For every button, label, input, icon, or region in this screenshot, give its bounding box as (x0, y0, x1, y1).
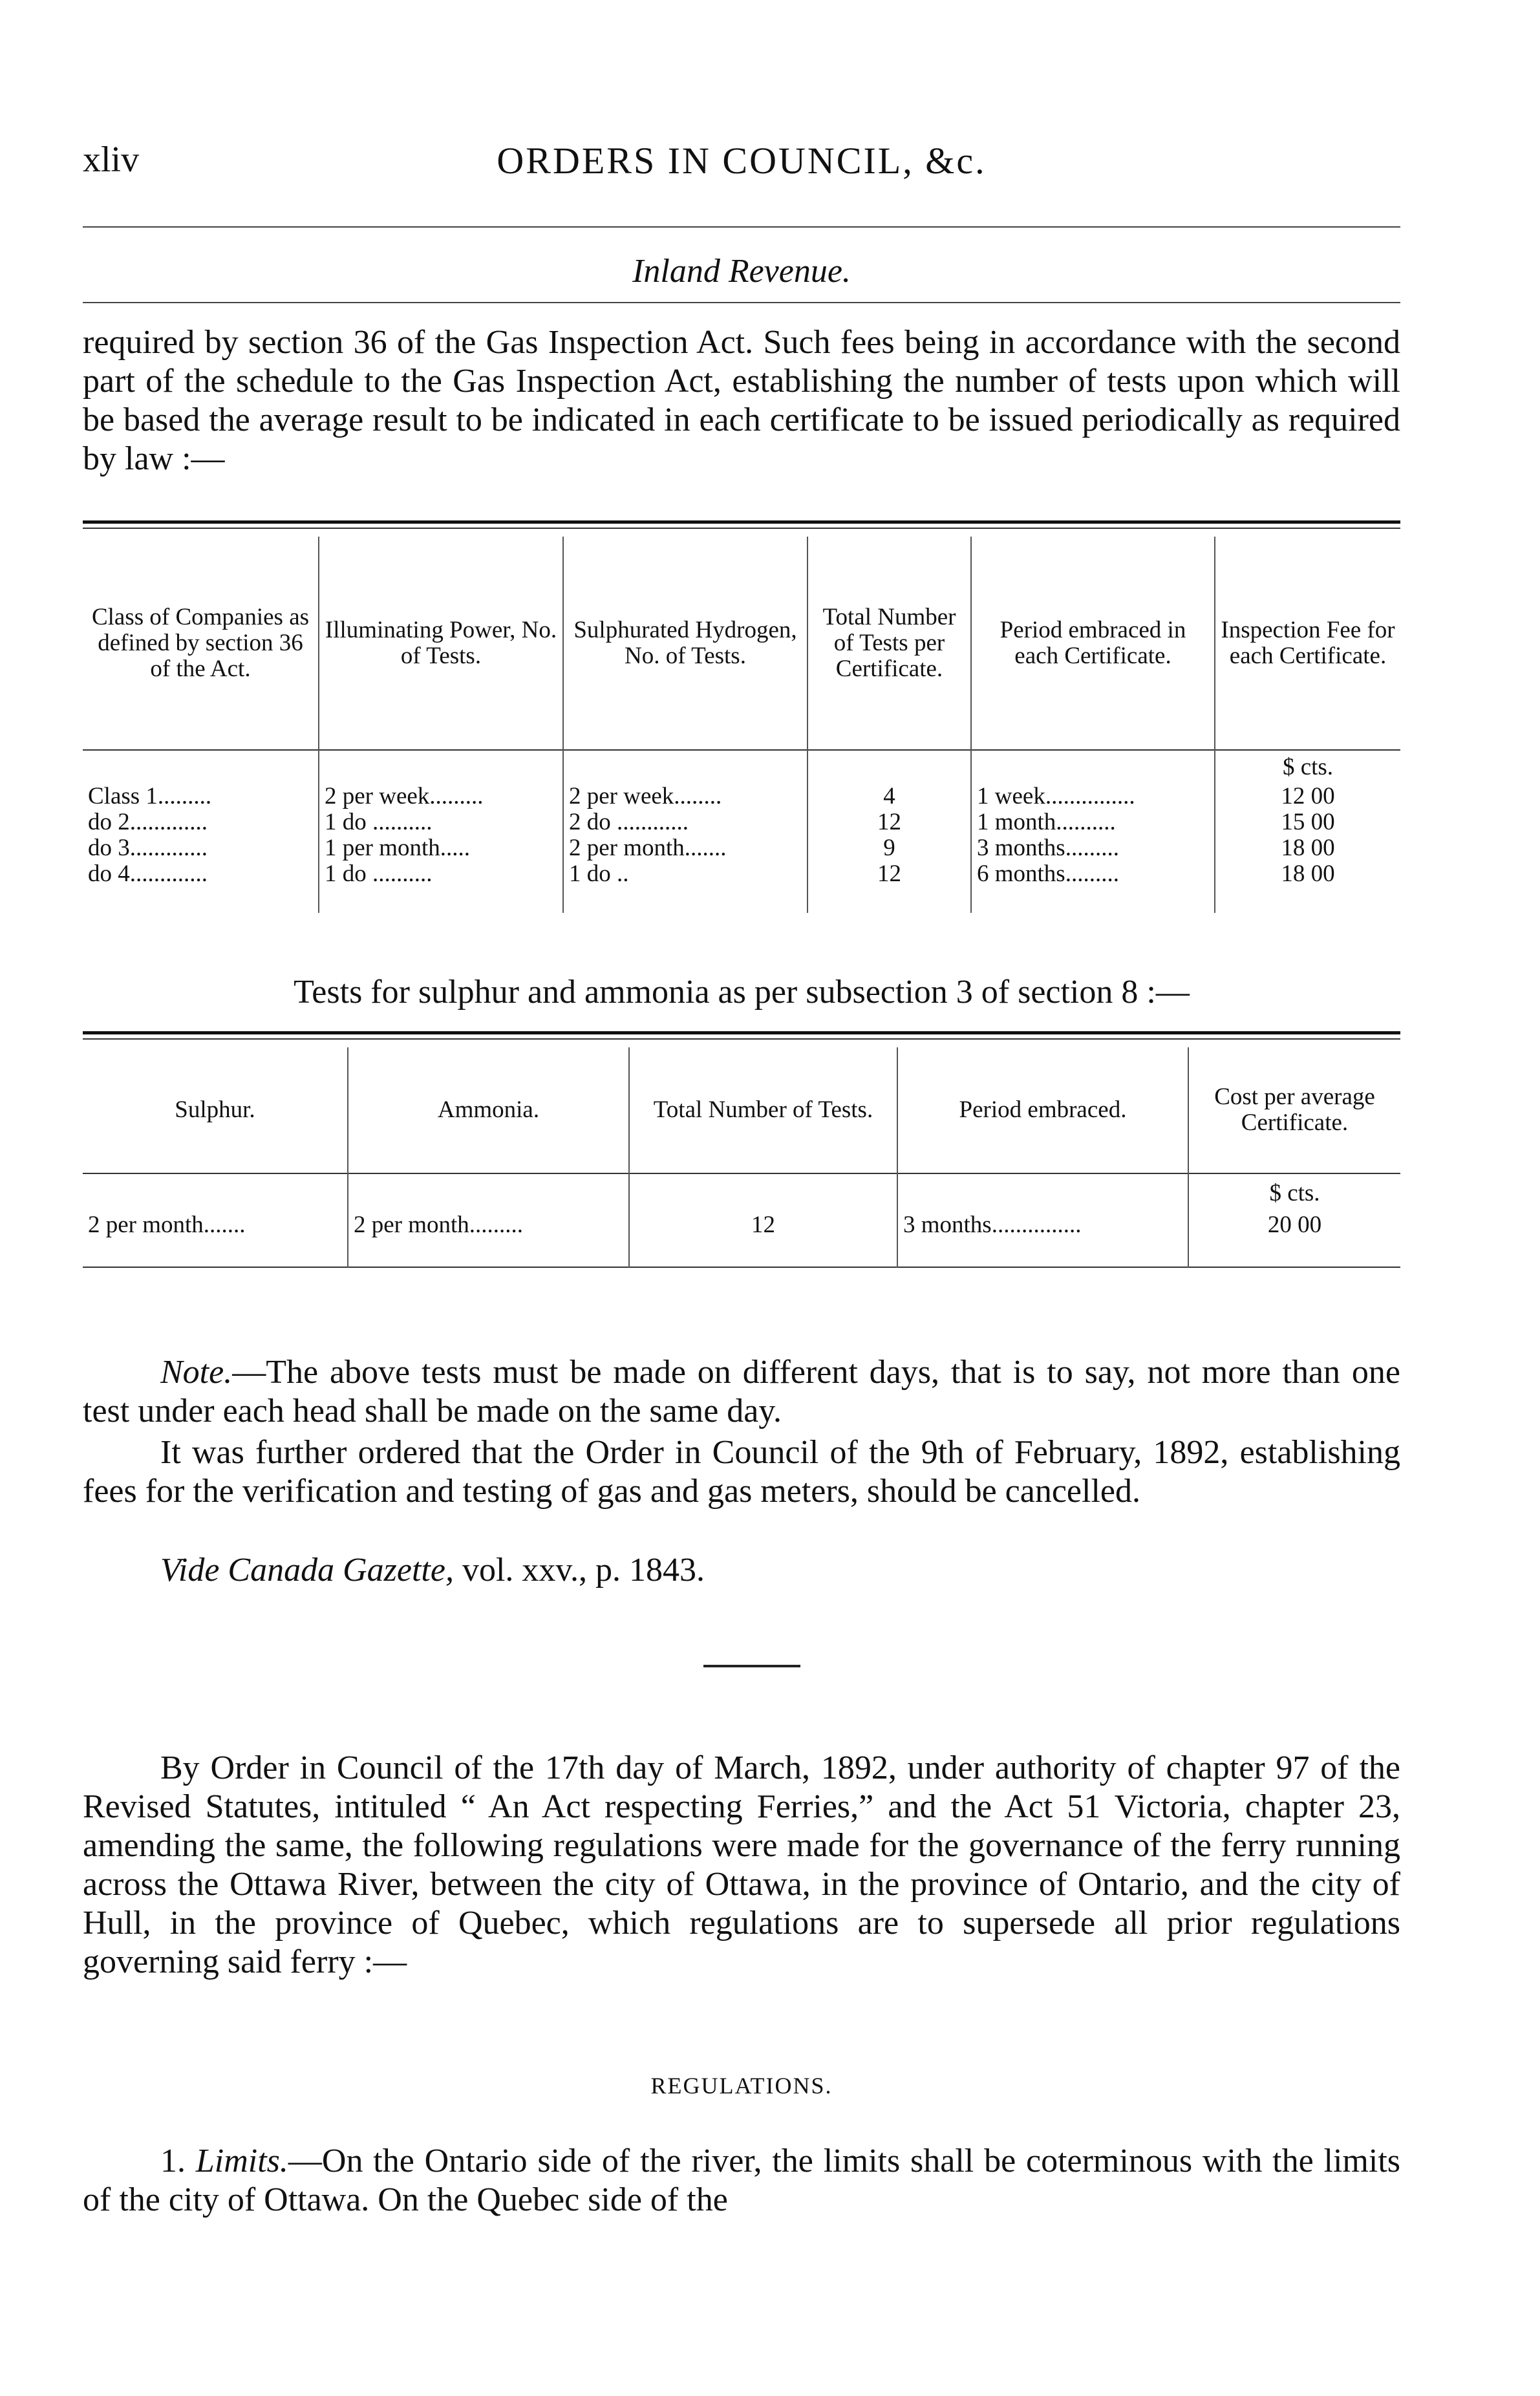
cell: 4 (807, 784, 971, 809)
col-header-total: Total Number of Tests per Certificate. (807, 537, 971, 750)
cell: 1 do .......... (319, 861, 563, 887)
cell: 2 per week........ (563, 784, 807, 809)
table2-top-rule (83, 1031, 1400, 1040)
col-header-fee: Inspection Fee for each Certificate. (1215, 537, 1400, 750)
cell: 12 (629, 1212, 897, 1238)
cell: 15 00 (1215, 809, 1400, 835)
regulations-heading: REGULATIONS. (650, 2073, 833, 2099)
cell: 2 per month....... (563, 835, 807, 861)
table-row (83, 1212, 1400, 1238)
unit-row (83, 1173, 1400, 1212)
header-rule-top (83, 226, 1400, 228)
unit-label: $ cts. (1215, 750, 1400, 784)
cell: 3 months......... (971, 835, 1215, 861)
cell: 1 do .......... (319, 809, 563, 835)
sulphur-ammonia-table (83, 1047, 1400, 1268)
page-number: xliv (83, 140, 140, 180)
vide-line (83, 1551, 1400, 1590)
table-header-row (83, 537, 1400, 750)
cell: 18 00 (1215, 861, 1400, 887)
cell: 12 00 (1215, 784, 1400, 809)
intro-paragraph: required by section 36 of the Gas Inspection Act. Such fees being in accordance with the second part of the schedule to the Gas Inspection Act, establishing the number of tests upon which will be based the average result to be indicated in each certificate to be issued periodically as required by law :— (83, 324, 1400, 477)
cell: do 4............. (88, 861, 208, 887)
col-header-period: Period embraced. (897, 1047, 1188, 1173)
table-row (83, 809, 1400, 835)
col-header-period: Period embraced in each Certificate. (971, 537, 1215, 750)
section-title: Inland Revenue. (632, 253, 851, 290)
header-rule-bottom (83, 302, 1400, 303)
cell: 2 per month......... (348, 1212, 629, 1238)
table-row (83, 835, 1400, 861)
table-row (83, 861, 1400, 887)
cell: Class 1......... (88, 783, 212, 809)
note-paragraph (83, 1353, 1400, 1431)
cell: 1 week............... (971, 784, 1215, 809)
limits-label: Limits. (195, 2143, 288, 2179)
cell: do 2............. (88, 809, 208, 835)
cell: 1 do .. (563, 861, 807, 887)
limits-paragraph (83, 2142, 1400, 2220)
cell: 1 month.......... (971, 809, 1215, 835)
col-header-ammonia: Ammonia. (348, 1047, 629, 1173)
running-title: ORDERS IN COUNCIL, &c. (497, 140, 987, 182)
note-text: —The above tests must be made on different days, that is to say, not more than one test under each head shall be made on the same day. (83, 1354, 1400, 1429)
cell: 12 (807, 809, 971, 835)
table-row (83, 784, 1400, 809)
note-label: Note. (160, 1354, 233, 1391)
unit-label: $ cts. (1188, 1173, 1400, 1212)
table1-top-rule (83, 520, 1400, 529)
cell: 1 per month..... (319, 835, 563, 861)
cell: 3 months............... (897, 1212, 1188, 1238)
table2-caption: Tests for sulphur and ammonia as per subsection 3 of section 8 :— (294, 974, 1190, 1011)
cell: do 3............. (88, 835, 208, 861)
limits-text: —On the Ontario side of the river, the limits shall be coterminous with the limits of the city of Ottawa. On the Quebec side of the (83, 2143, 1401, 2218)
further-paragraph: It was further ordered that the Order in Council of the 9th of February, 1892, establishing fees for the verification and testing of gas and gas meters, should be cancelled. (83, 1434, 1400, 1510)
cell: 2 per month....... (88, 1212, 246, 1238)
cell: 20 00 (1188, 1212, 1400, 1238)
cell: 2 do ............ (563, 809, 807, 835)
vide-rest: vol. xxv., p. 1843. (453, 1552, 705, 1588)
fees-table (83, 537, 1400, 913)
order-paragraph: By Order in Council of the 17th day of March, 1892, under authority of chapter 97 of the Revised Statutes, intituled “ An Act respecting Ferries,” and the Act 51 Victoria, chapter 23, amending the same, the following regulations were made for the governance of the ferry running across the Ottawa River, between the city of Ottawa, in the province of Ontario, and the city of Hull, in the province of Quebec, which regulations are to supersede all prior regulations governing said ferry :— (83, 1749, 1400, 1980)
unit-row (83, 750, 1400, 784)
limits-number: 1. (160, 2143, 186, 2179)
table-header-row (83, 1047, 1400, 1173)
cell: 12 (807, 861, 971, 887)
vide-italic: Vide Canada Gazette, (160, 1552, 454, 1588)
section-divider (703, 1665, 800, 1667)
cell: 18 00 (1215, 835, 1400, 861)
col-header-sulphur: Sulphur. (175, 1096, 255, 1123)
cell: 2 per week......... (319, 784, 563, 809)
col-header-total-tests: Total Number of Tests. (629, 1047, 897, 1173)
col-header-illuminating: Illuminating Power, No. of Tests. (319, 537, 563, 750)
col-header-cost: Cost per average Certificate. (1188, 1047, 1400, 1173)
cell: 6 months......... (971, 861, 1215, 887)
col-header-sulphurated: Sulphurated Hydrogen, No. of Tests. (563, 537, 807, 750)
cell: 9 (807, 835, 971, 861)
col-header-class: Class of Companies as defined by section 36 of the Act. (91, 603, 310, 682)
